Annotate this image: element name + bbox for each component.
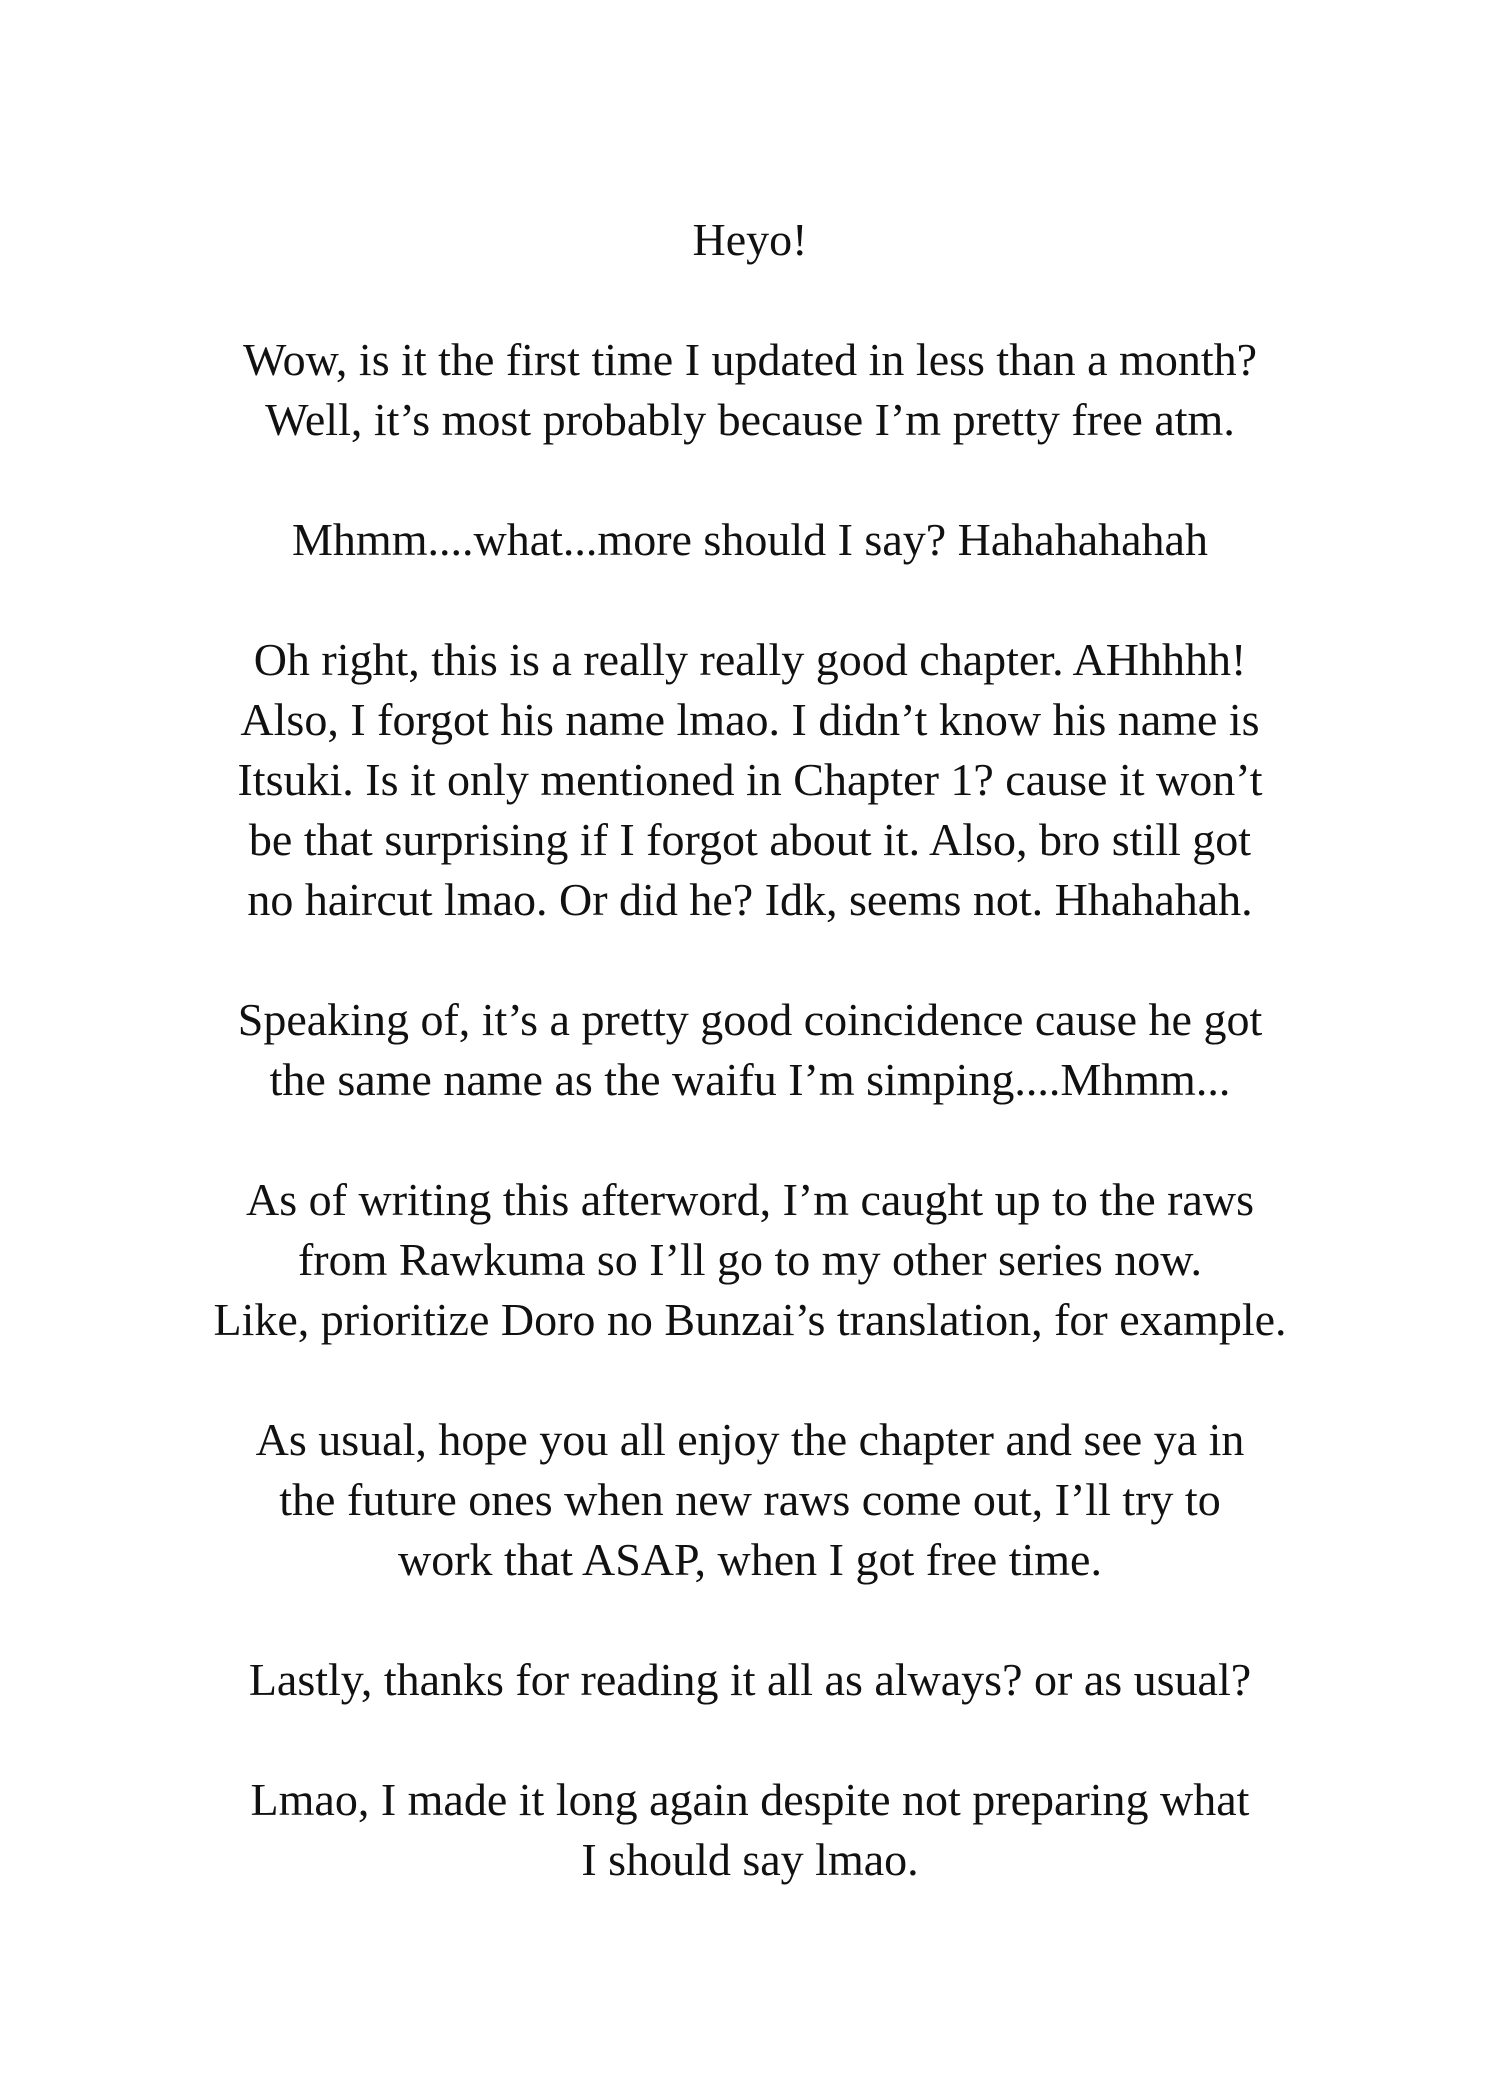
paragraph-thanks — [100, 1650, 1400, 1710]
text-line: be that surprising if I forgot about it. Also, bro still got — [248, 814, 1252, 865]
text-line: Wow, is it the first time I updated in less than a month? — [242, 334, 1258, 385]
paragraph-update — [100, 330, 1400, 450]
paragraph-chapter-thoughts — [100, 630, 1400, 930]
text-line: I should say lmao. — [581, 1834, 919, 1885]
text-line: As usual, hope you all enjoy the chapter and see ya in — [255, 1414, 1245, 1465]
paragraph-what-more — [100, 510, 1400, 570]
text-line: Itsuki. Is it only mentioned in Chapter 1? cause it won’t — [237, 754, 1263, 805]
paragraph-caught-up — [100, 1170, 1400, 1350]
text-line: the same name as the waifu I’m simping....Mhmm... — [269, 1054, 1231, 1105]
paragraph-closing — [100, 1770, 1400, 1890]
text-line: Oh right, this is a really really good chapter. AHhhhh! — [253, 634, 1247, 685]
text-line: no haircut lmao. Or did he? Idk, seems not. Hhahahah. — [247, 874, 1253, 925]
text-line: Well, it’s most probably because I’m pretty free atm. — [265, 394, 1235, 445]
text-line: Also, I forgot his name lmao. I didn’t know his name is — [240, 694, 1260, 745]
text-line: the future ones when new raws come out, I’ll try to — [279, 1474, 1221, 1525]
paragraph-greeting — [100, 210, 1400, 270]
paragraph-coincidence — [100, 990, 1400, 1110]
text-line: from Rawkuma so I’ll go to my other series now. — [297, 1234, 1203, 1285]
text-line: As of writing this afterword, I’m caught up to the raws — [246, 1174, 1254, 1225]
text-line: Mhmm....what...more should I say? Hahahahahah — [292, 514, 1208, 565]
text-line: Like, prioritize Doro no Bunzai’s translation, for example. — [213, 1294, 1287, 1345]
text-line: Speaking of, it’s a pretty good coincidence cause he got — [237, 994, 1263, 1045]
text-line: Lmao, I made it long again despite not preparing what — [250, 1774, 1250, 1825]
paragraph-as-usual — [100, 1410, 1400, 1590]
text-line: work that ASAP, when I got free time. — [398, 1534, 1102, 1585]
text-line: Lastly, thanks for reading it all as always? or as usual? — [248, 1654, 1252, 1705]
text-line: Heyo! — [692, 214, 808, 265]
afterword-text — [100, 210, 1400, 1890]
